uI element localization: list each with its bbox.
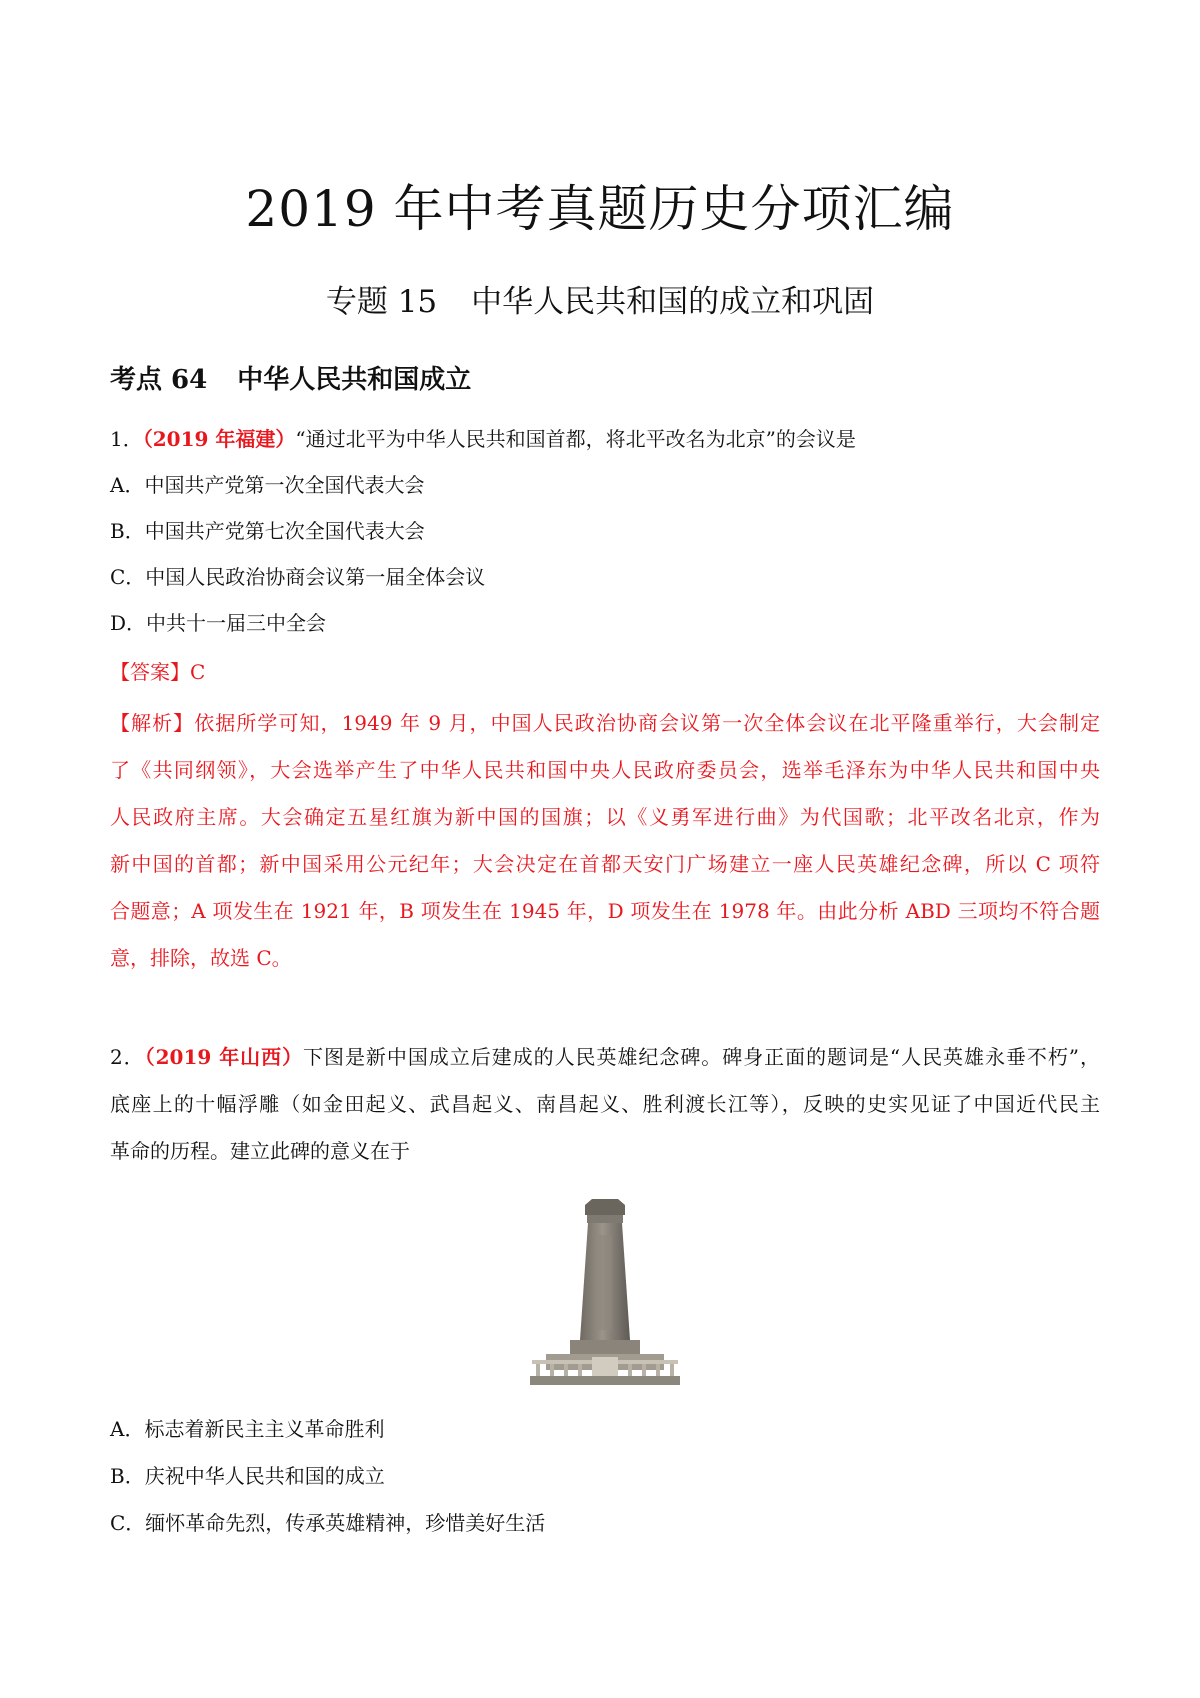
- q1-analysis-line-5: 合题意；A 项发生在 1921 年，B 项发生在 1945 年，D 项发生在 1978 年。由此分析 ABD 三项均不符合题: [110, 899, 1100, 923]
- question-text: 下图是新中国成立后建成的人民英雄纪念碑。碑身正面的题词是“人民英雄永垂不朽”，: [303, 1045, 1100, 1069]
- q1-analysis-line-2: 了《共同纲领》，大会选举产生了中华人民共和国中央人民政府委员会，选举毛泽东为中华人民共和国中央: [110, 758, 1100, 782]
- q1-answer: [110, 657, 1100, 687]
- topic-title: 中华人民共和国的成立和巩固: [471, 284, 875, 320]
- q1-analysis-line-4: 新中国的首都；新中国采用公元纪年；大会决定在首都天安门广场建立一座人民英雄纪念碑，所以 C 项符: [110, 852, 1100, 876]
- q1-option-d: D．中共十一届三中全会: [110, 611, 327, 635]
- monument-photo: [530, 1195, 680, 1385]
- question-source: （2019 年山西）: [144, 1045, 304, 1069]
- question-number: 2．: [110, 1045, 145, 1069]
- answer-value: C: [190, 660, 206, 684]
- q1-option-b: B．中国共产党第七次全国代表大会: [110, 519, 425, 543]
- q2-option-a: A．标志着新民主主义革命胜利: [110, 1417, 385, 1441]
- analysis-label: 【解析】: [110, 711, 195, 735]
- q2-option-c: C．缅怀革命先烈，传承英雄精神，珍惜美好生活: [110, 1511, 546, 1535]
- q1-analysis-line-3: 人民政府主席。大会确定五星红旗为新中国的国旗；以《义勇军进行曲》为代国歌；北平改名北京，作为: [110, 805, 1100, 829]
- question-source: （2019 年福建）: [142, 427, 296, 451]
- question-2-stem: [110, 1042, 1100, 1072]
- question-2-stem-line-3: 革命的历程。建立此碑的意义在于: [110, 1139, 410, 1163]
- topic-number: 专题 15: [325, 284, 438, 320]
- q2-option-b: B．庆祝中华人民共和国的成立: [110, 1464, 385, 1488]
- question-1-stem: [110, 424, 1100, 454]
- question-2-stem-line-2: 底座上的十幅浮雕（如金田起义、武昌起义、南昌起义、胜利渡长江等），反映的史实见证了中国近代民主: [110, 1092, 1100, 1116]
- section-heading: [110, 362, 471, 398]
- q1-option-a: A．中国共产党第一次全国代表大会: [110, 473, 425, 497]
- question-text: “通过北平为中华人民共和国首都，将北平改名为北京”的会议是: [295, 427, 856, 451]
- section-title: 中华人民共和国成立: [237, 365, 472, 395]
- section-number: 考点 64: [110, 365, 208, 395]
- analysis-text: 依据所学可知，1949 年 9 月，中国人民政治协商会议第一次全体会议在北平隆重举行，大会制定: [194, 711, 1101, 735]
- topic-heading: [0, 282, 1200, 322]
- q1-option-c: C．中国人民政治协商会议第一届全体会议: [110, 565, 486, 589]
- q1-analysis-line-6: 意，排除，故选 C。: [110, 946, 292, 970]
- page-title: 2019 年中考真题历史分项汇编: [245, 180, 955, 238]
- question-number: 1．: [110, 427, 143, 451]
- q1-analysis-line-1: [110, 708, 1100, 738]
- answer-label: 【答案】: [110, 660, 190, 684]
